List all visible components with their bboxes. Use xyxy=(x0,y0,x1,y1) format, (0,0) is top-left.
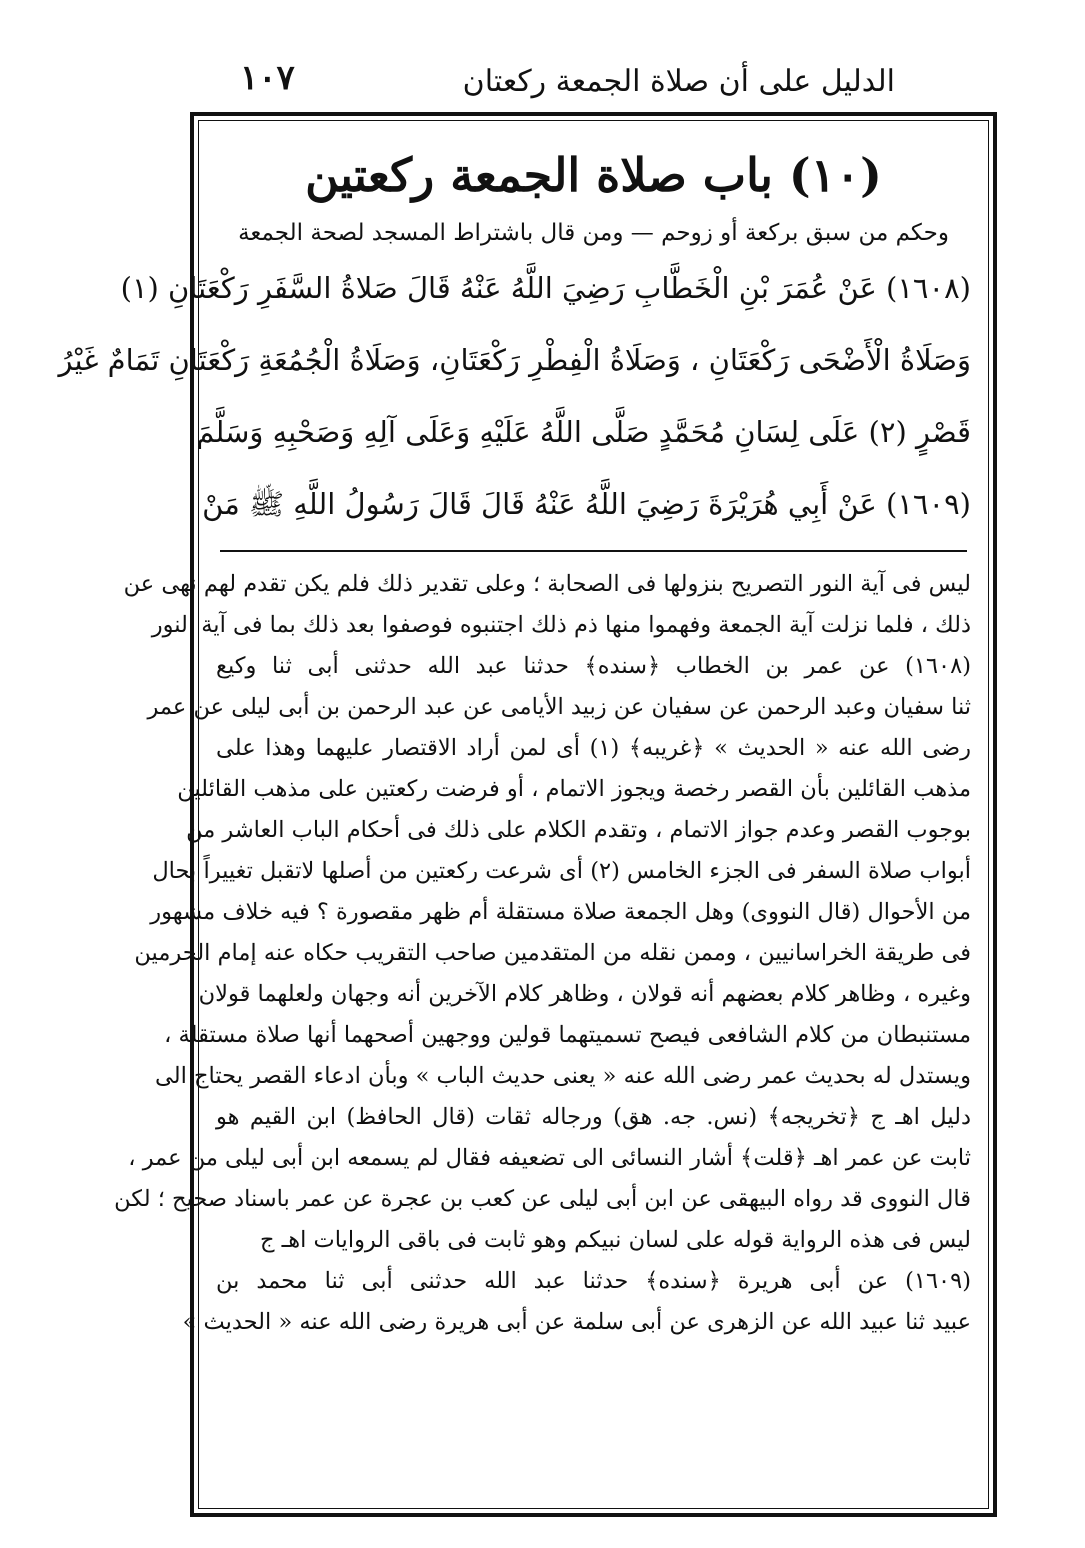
commentary-line: وغيره ، وظاهر كلام بعضهم أنه قولان ، وظاهر كلام الآخرين أنه وجهان ولعلهما قولان xyxy=(198,981,971,1007)
commentary-line: مذهب القائلين بأن القصر رخصة ويجوز الاتمام ، أو فرضت ركعتين على مذهب القائلين xyxy=(177,776,971,802)
commentary-line: ذلك ، فلما نزلت آية الجمعة وفهموا منها ذم ذلك اجتنبوه فوصفوا بعد ذلك بما فى آية النور xyxy=(151,612,971,638)
commentary-line: ليس فى هذه الرواية قوله على لسان نبيكم وهو ثابت فى باقى الروايات اهـ ج xyxy=(259,1227,971,1253)
chapter-subtitle: وحكم من سبق بركعة أو زوحم — ومن قال باشتراط المسجد لصحة الجمعة xyxy=(238,220,949,246)
commentary-line: من الأحوال (قال النووى) وهل الجمعة صلاة مستقلة أم ظهر مقصورة ؟ فيه خلاف مشهور xyxy=(150,899,971,925)
hadith-line: وَصَلَاةُ الْأَضْحَى رَكْعَتَانِ ، وَصَلَاةُ الْفِطْرِ رَكْعَتَانِ، وَصَلَاةُ الْجُمُعَةِ رَكْعَتَانِ تَمَامٌ غَيْرُ xyxy=(58,343,971,377)
commentary-line: ويستدل له بحديث عمر رضى الله عنه « يعنى حديث الباب » وبأن ادعاء القصر يحتاج الى xyxy=(155,1063,971,1089)
commentary-line: ثابت عن عمر اهـ ﴿قلت﴾ أشار النسائى الى تضعيفه فقال لم يسمعه ابن أبى ليلى من عمر ، xyxy=(128,1145,971,1171)
running-head xyxy=(210,58,895,118)
commentary-line: (١٦٠٩) عن أبى هريرة ﴿سنده﴾ حدثنا عبد الله حدثنى أبى ثنا محمد بن xyxy=(216,1268,971,1294)
commentary-line: فى طريقة الخراسانيين ، وممن نقله من المتقدمين صاحب التقريب حكاه عنه إمام الحرمين xyxy=(134,940,971,966)
commentary-line: عبيد ثنا عبيد الله عن الزهرى عن أبى سلمة عن أبى هريرة رضى الله عنه « الحديث » xyxy=(182,1309,971,1335)
commentary-line: (١٦٠٨) عن عمر بن الخطاب ﴿سنده﴾ حدثنا عبد الله حدثنى أبى ثنا وكيع xyxy=(216,653,971,679)
commentary-line: دليل اهـ ج ﴿تخريجه﴾ (نس. جه. هق) ورجاله ثقات (قال الحافظ) ابن القيم هو xyxy=(216,1104,971,1130)
commentary-line: بوجوب القصر وعدم جواز الاتمام ، وتقدم الكلام على ذلك فى أحكام الباب العاشر من xyxy=(186,817,971,843)
page-content xyxy=(58,130,977,1500)
hadith-line: قَصْرٍ (٢) عَلَى لِسَانِ مُحَمَّدٍ صَلَّى اللَّهُ عَلَيْهِ وَعَلَى آلِهِ وَصَحْبِهِ وَسَلَّمَ xyxy=(196,415,971,449)
page-number: ١٠٧ xyxy=(240,58,295,98)
commentary-line: رضى الله عنه « الحديث » ﴿غريبه﴾ (١) أى لمن أراد الاقتصار عليهما وهذا على xyxy=(216,735,971,761)
commentary-line: ليس فى آية النور التصريح بنزولها فى الصحابة ؛ وعلى تقدير ذلك فلم يكن تقدم لهم نهى عن xyxy=(123,571,971,597)
hadith-text xyxy=(58,252,977,540)
hadith-line: (١٦٠٨) عَنْ عُمَرَ بْنِ الْخَطَّابِ رَضِيَ اللَّهُ عَنْهُ قَالَ صَلاةُ السَّفَرِ رَكْعَتَانِ (١) xyxy=(120,271,971,305)
commentary-text xyxy=(114,564,977,1343)
commentary-line: قال النووى قد رواه البيهقى عن ابن أبى ليلى عن كعب بن عجرة عن عمر باسناد صحيح ؛ لكن xyxy=(114,1186,971,1212)
chapter-heading: (١٠) باب صلاة الجمعة ركعتين xyxy=(305,148,882,202)
commentary-line: مستنبطان من كلام الشافعى فيصح تسميتهما قولين ووجهين أصحهما أنها صلاة مستقلة ، xyxy=(164,1022,971,1048)
commentary-line: أبواب صلاة السفر فى الجزء الخامس (٢) أى شرعت ركعتين من أصلها لاتقبل تغييراً بحال xyxy=(152,858,971,884)
hadith-line: (١٦٠٩) عَنْ أَبِي هُرَيْرَةَ رَضِيَ اللَّهُ عَنْهُ قَالَ قَالَ رَسُولُ اللَّهِ ﷺ مَنْ xyxy=(202,487,971,521)
commentary-line: ثنا سفيان وعبد الرحمن عن سفيان عن زبيد الأيامى عن عبد الرحمن بن أبى ليلى عن عمر xyxy=(147,694,971,720)
section-divider xyxy=(220,550,967,552)
running-head-title: الدليل على أن صلاة الجمعة ركعتان xyxy=(462,64,895,99)
